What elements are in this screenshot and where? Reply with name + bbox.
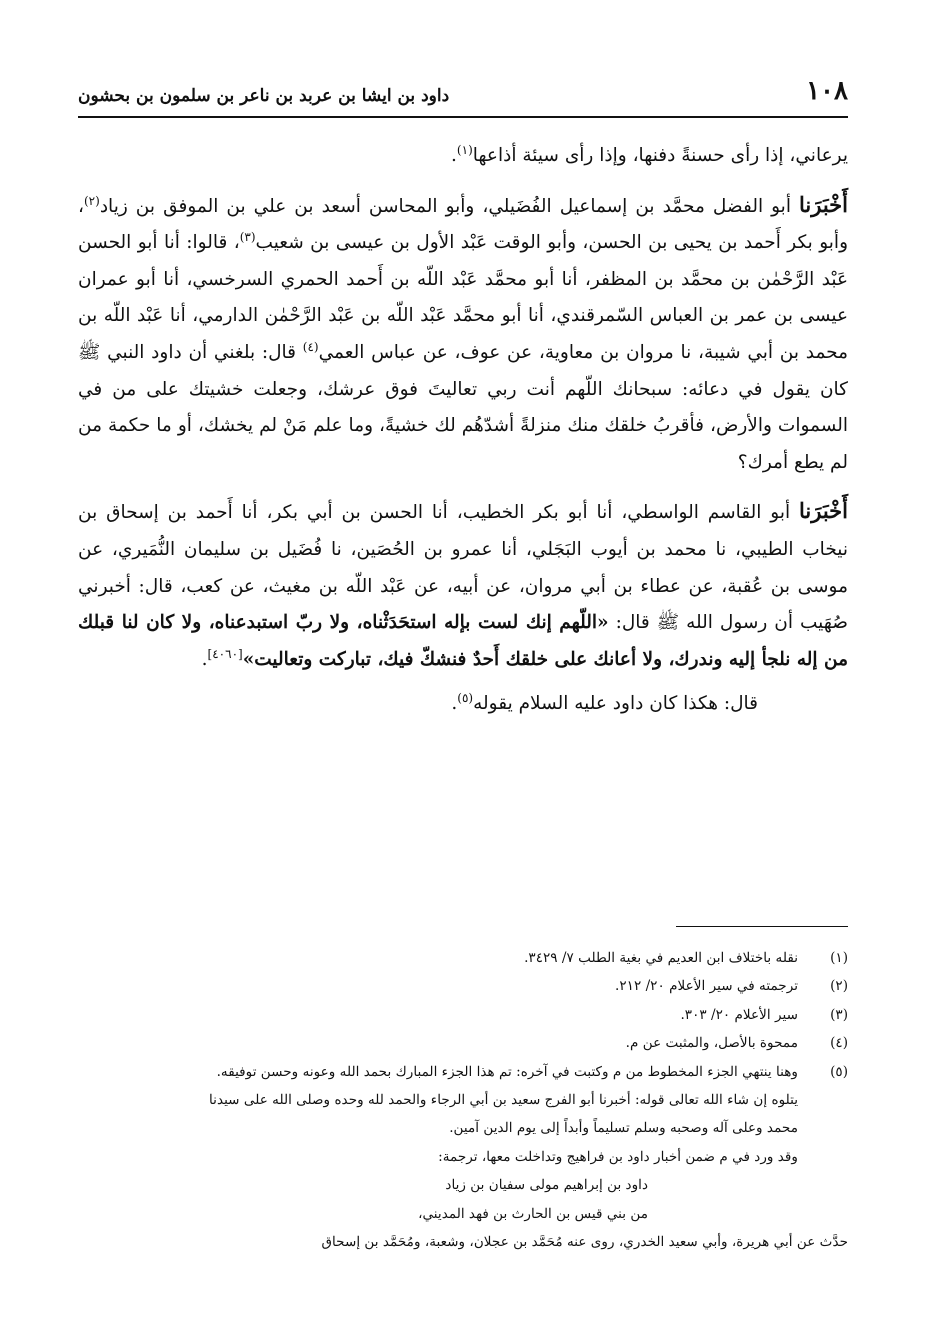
page-number: ١٠٨ — [806, 76, 848, 106]
footnote-last-line: حدَّث عن أبي هريرة، وأبي سعيد الخدري، روى عنه مُحَمَّد بن عجلان، وشعبة، ومُحَمَّد بن إسحاق — [321, 1234, 848, 1251]
page-header — [78, 72, 848, 118]
main-text — [78, 138, 848, 723]
footnote-continuation: وقد ورد في م ضمن أخبار داود بن فراهيج وتداخلت معها، ترجمة: — [438, 1148, 798, 1165]
footnote-ref-4: (٤) — [302, 339, 319, 354]
footnote-ref-3: (٣) — [239, 230, 256, 245]
paragraph-1: يرعاني، إذا رأى حسنةً دفنها، وإذا رأى سيئة أذاعها$^{(١)}$. — [451, 142, 848, 166]
header-rule — [78, 116, 848, 118]
footnotes — [78, 944, 848, 1256]
biography-line: من بني قيس بن الحارث بن فهد المديني، — [418, 1205, 648, 1222]
footnote-continuation: محمد وعلى آله وصحبه وسلم تسليماً وأبداً إلى يوم الدين آمين. — [449, 1120, 798, 1137]
paragraph-4: قال: هكذا كان داود عليه السلام يقوله$^{(٥)}$. — [451, 691, 758, 715]
footnote-ref-1: (١) — [456, 142, 473, 157]
hadith-quote: «اللّهم إنك لست بإله استحَدَثْناه، ولا ربّ استبدعناه، ولا كان لنا قبلك من إله نلجأ إليه وندرك، ولا أعانك على خلقك أَحدٌ فنشكّ فيك، تباركت وتعاليت» — [78, 612, 848, 670]
biography-line: داود بن إبراهيم مولى سفيان بن زياد — [445, 1177, 648, 1194]
paragraph-2: أَخْبَرَنا أبو الفضل محمَّد بن إسماعيل الفُضَيلي، وأبو المحاسن أسعد بن علي بن الموفق بن زياد$^{(٢)}$، وأبو بكر أَحمد بن يحيى بن الحسن، وأبو الوقت عَبْد الأول بن عيسى بن شعيب$^{(٣)}$، قالوا: أنا أبو الحسن عَبْد الرَّحْمٰن بن محمَّد بن المظفر، أنا أبو محمَّد عَبْد اللّه بن أَحمد الحمري السرخسي، أنا أبو عمران عيسى بن عمر بن العباس السّمرقندي، أنا أبو محمَّد عَبْد اللّه بن عَبْد الرَّحْمٰن الدارمي، أنا عَبْد اللّه بن محمد بن أبي شيبة، نا مروان بن معاوية، عن عوف، عن عباس العمي$^{(٤)}$ قال: بلغني أن داود النبي ﷺ كان يقول في دعائه: سبحانك اللّهم أنت ربي تعاليتَ فوق عرشك، وجعلت خشيتك على من في السموات والأرض، فأقربُ خلقك منك منزلةً أشدّهُم لك خشيةً، وما علم مَنْ لم يخشك، أو ما حكمة من لم يطع أمرك؟ — [78, 191, 849, 473]
footnote: (٥) وهنا ينتهي الجزء المخطوط من م وكتبت في آخره: تم هذا الجزء المبارك بحمد الله وعونه وحسن توفيقه. — [216, 1063, 848, 1080]
footnote-ref-5: (٥) — [457, 691, 474, 706]
hadith-number: [٤٠٦٠] — [207, 646, 243, 661]
footnote: (١) نقله باختلاف ابن العديم في بغية الطلب ٧/ ٣٤٢٩. — [524, 950, 848, 966]
running-title: داود بن ايشا بن عربد بن ناعر بن سلمون بن بحشون — [78, 86, 450, 106]
footnote-ref-2: (٢) — [83, 193, 100, 208]
footnote: (٢) ترجمته في سير الأعلام ٢٠/ ٢١٢. — [615, 978, 848, 995]
isnad-lead: أَخْبَرَنا — [799, 191, 848, 217]
isnad-lead: أَخْبَرَنا — [799, 498, 848, 524]
paragraph-3: أَخْبَرَنا أبو القاسم الواسطي، أنا أبو بكر الخطيب، أنا الحسن بن أبي بكر، أنا أَحمد بن إسحاق بن نيخاب الطيبي، نا محمد بن أيوب البَجَلي، أنا عمرو بن الحُصَين، نا فُضَيل بن سليمان النُّمَيري، عن موسى بن عُقبة، عن عطاء بن أبي مروان، عن أبيه، عن عَبْد اللّه بن مغيث، عن كعب، قال: أخبرني صُهَيب أن رسول الله ﷺ قال: «اللّهم إنك لست بإله استحَدَثْناه، ولا ربّ استبدعناه، ولا كان لنا قبلك من إله نلجأ إليه وندرك، ولا أعانك على خلقك أَحدٌ فنشكّ فيك، تباركت وتعاليت»[٤٠٦٠]. — [78, 498, 849, 670]
footnote-separator — [676, 926, 848, 927]
footnote: (٤) ممحوة بالأصل، والمثبت عن م. — [625, 1035, 848, 1052]
footnote: (٣) سير الأعلام ٢٠/ ٣٠٣. — [680, 1006, 848, 1023]
footnote-continuation: يتلوه إن شاء الله تعالى قوله: أخبرنا أبو الفرج سعيد بن أبي الرجاء والحمد لله وحده وصلى الله على سيدنا — [209, 1092, 798, 1109]
